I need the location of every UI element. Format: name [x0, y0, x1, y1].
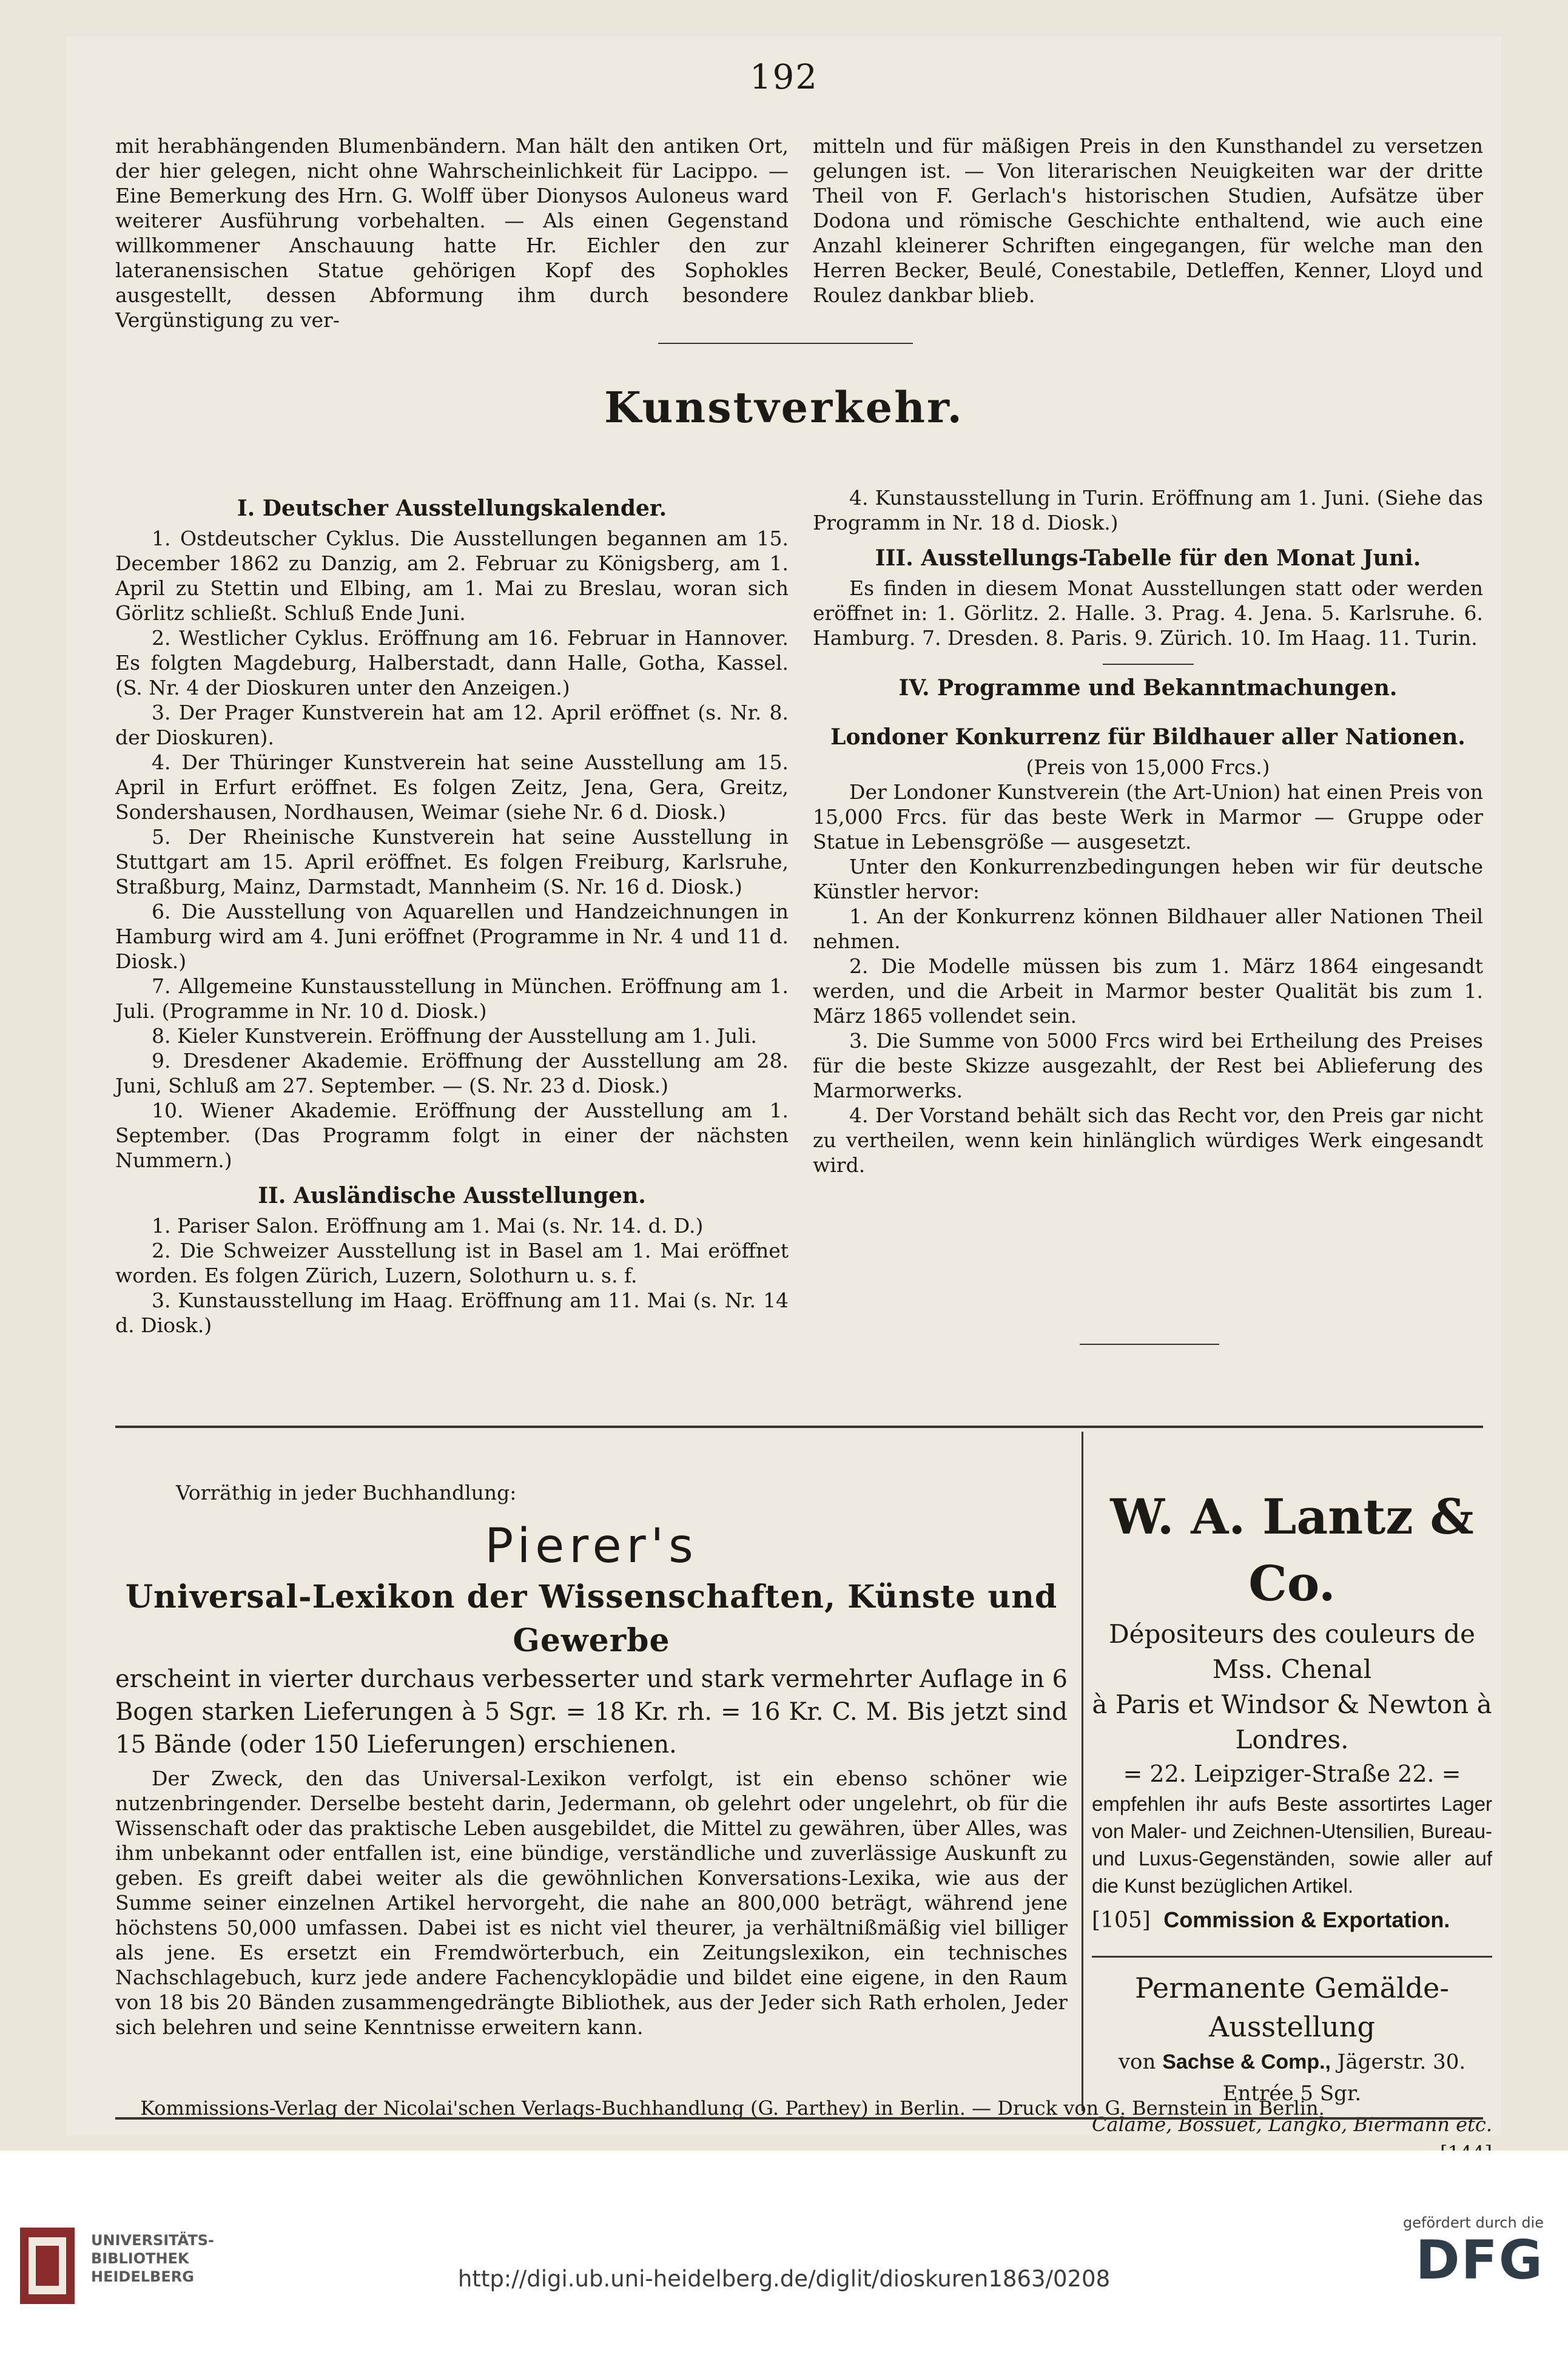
list-item: 3. Der Prager Kunstverein hat am 12. April eröffnet (s. Nr. 8. der Dioskuren). [115, 701, 789, 749]
ad-permanent-exhibition: Permanente Gemälde-Ausstellung [1135, 1972, 1449, 2043]
library-name-line: HEIDELBERG [91, 2268, 194, 2285]
continued-text-left: mit herabhängenden Blumenbändern. Man hält den antiken Ort, der hier gelegen, nicht ohne Wahrscheinlichkeit für Lacippo. — Eine Bemerkung des Hrn. G. Wolff über Dionysos Auloneus ward weiterer Ausführung vorbehalten. — Als einen Gegenstand willkommener Anschauung hatte Hr. Eichler den zur lateranensischen Statue gehörigen Kopf des Sophokles ausgestellt, dessen Abformung ihm durch besondere Vergünstigung zu ver- [115, 134, 789, 332]
heading-auslaendische: II. Ausländische Ausstellungen. [258, 1183, 646, 1208]
source-url-link[interactable]: http://digi.ub.uni-heidelberg.de/diglit/dioskuren1863/0208 [457, 2266, 1111, 2292]
section-title: Kunstverkehr. [604, 382, 964, 433]
ad-separator-rule [115, 1426, 1483, 1428]
paragraph: 2. Die Modelle müssen bis zum 1. März 1864 eingesandt werden, und die Arbeit in Marmor bester Qualität bis zum 1. März 1865 vollendet sein. [813, 954, 1483, 1028]
separator-rule [658, 343, 913, 344]
right-column [813, 485, 1483, 1177]
heading-ausstellungs-tabelle: III. Ausstellungs-Tabelle für den Monat Juni. [875, 545, 1421, 571]
list-item: 9. Dresdener Akademie. Eröffnung der Ausstellung am 28. Juni, Schluß am 27. September. — (S. Nr. 23 d. Diosk.) [115, 1049, 789, 1097]
short-rule [1080, 1344, 1219, 1345]
pierers-advertisement [115, 1480, 1068, 2040]
list-item: 2. Die Schweizer Ausstellung ist in Basel am 1. Mai eröffnet worden. Es folgen Zürich, Luzern, Solothurn u. s. f. [115, 1239, 789, 1287]
ad-commission-line [1092, 1904, 1492, 1936]
paragraph: 4. Der Vorstand behält sich das Recht vor, den Preis gar nicht zu vertheilen, wenn kein hinlänglich würdiges Werk eingesandt wird. [813, 1103, 1483, 1177]
list-item: 1. Ostdeutscher Cyklus. Die Ausstellungen begannen am 15. December 1862 zu Danzig, am 2. Februar zu Königsberg, am 1. April zu Stettin und Elbing, am 1. Mai zu Breslau, woran sich Görlitz schließt. Schluß Ende Juni. [115, 527, 789, 625]
list-item: 4. Kunstausstellung in Turin. Eröffnung am 1. Juni. (Siehe das Programm in Nr. 18 d. Diosk.) [813, 486, 1483, 534]
ad-preface: Vorräthig in jeder Buchhandlung: [176, 1481, 517, 1504]
list-item: 4. Der Thüringer Kunstverein hat seine Ausstellung am 15. April in Erfurt eröffnet. Es folgen Zeitz, Jena, Gera, Greitz, Sondershausen, Nordhausen, Weimar (siehe Nr. 6 d. Diosk.) [115, 750, 789, 824]
ad-title: Universal-Lexikon der Wissenschaften, Künste und Gewerbe [125, 1578, 1058, 1659]
list-item: 8. Kieler Kunstverein. Eröffnung der Ausstellung am 1. Juli. [152, 1024, 757, 1048]
top-right-column [813, 133, 1483, 308]
lantz-advertisement [1092, 1483, 1492, 2166]
short-rule [1103, 664, 1194, 665]
list-item: 7. Allgemeine Kunstausstellung in München. Eröffnung am 1. Juli. (Programme in Nr. 10 d. Diosk.) [115, 974, 789, 1023]
ad-artists: Calame, Bossuet, Langko, Biermann etc. [1092, 2113, 1492, 2136]
list-item: 6. Die Ausstellung von Aquarellen und Handzeichnungen in Hamburg wird am 4. Juni eröffnet (Programme in Nr. 4 und 11 d. Diosk.) [115, 900, 789, 973]
list-item: 10. Wiener Akademie. Eröffnung der Ausstellung am 1. September. (Das Programm folgt in einer der nächsten Nummern.) [115, 1099, 789, 1172]
ad-sachse-line [1092, 2046, 1492, 2078]
list-item: 1. Pariser Salon. Eröffnung am 1. Mai (s. Nr. 14. d. D.) [152, 1214, 704, 1238]
ad-brand: Pierer's [485, 1519, 698, 1574]
table-text: Es finden in diesem Monat Ausstellungen statt oder werden eröffnet in: 1. Görlitz. 2. Halle. 3. Prag. 4. Jena. 5. Karlsruhe. 6. Hamburg. 7. Dresden. 8. Paris. 9. Zürich. 10. Im Haag. 11. Turin. [813, 576, 1483, 650]
left-column [115, 485, 789, 1338]
london-competition-title: Londoner Konkurrenz für Bildhauer aller Nationen. [830, 724, 1465, 750]
library-name-line: BIBLIOTHEK [91, 2250, 189, 2267]
paragraph: 3. Die Summe von 5000 Frcs wird bei Ertheilung des Preises für die beste Skizze ausgezahlt, der Rest bei Ablieferung des Marmorwerks. [813, 1029, 1483, 1102]
dfg-mark: DFG [1415, 2229, 1544, 2291]
continued-text-right: mitteln und für mäßigen Preis in den Kunsthandel zu versetzen gelungen ist. — Von literarischen Neuigkeiten war der dritte Theil von F. Gerlach's historischen Studien, Aufsätze über Dodona und römische Geschichte enthaltend, wie auch eine Anzahl kleinerer Schriften eingegangen, für welche man den Herren Becker, Beulé, Conestabile, Detleffen, Kenner, Lloyd und Roulez dankbar blieb. [813, 134, 1483, 307]
publisher-footer: Kommissions-Verlag der Nicolai'schen Verlags-Buchhandlung (G. Parthey) in Berlin. — Druck von G. Bernstein in Berlin. [140, 2097, 1325, 2120]
ad-paragraph: Der Zweck, den das Universal-Lexikon verfolgt, ist ein ebenso schöner wie nutzenbringender. Derselbe besteht darin, Jedermann, ob gelehrt oder ungelehrt, ob für die Wissenschaft oder das praktische Leben ausgebildet, die Mittel zu gewähren, über Alles, was ihm unbekannt oder entfallen ist, eine bündige, verständliche und zuverlässige Auskunft zu geben. Es greift dabei weiter als die gewöhnlichen Konversations-Lexika, wie aus der Summe seiner einzelnen Artikel hervorgeht, die nahe an 800,000 beträgt, während jene höchstens 50,000 umfassen. Dabei ist es nicht viel theurer, ja verhältnißmäßig viel billiger als jene. Es ersetzt ein Fremdwörterbuch, ein Zeitungslexikon, ein technisches Nachschlagebuch, kurz jede andere Fachencyklopädie und bildet eine eigene, in den Raum von 18 bis 20 Bänden zusammengedrängte Bibliothek, aus der Jeder sich Rath erholen, Jeder sich belehren und seine Kenntnisse erweitern kann. [115, 1767, 1068, 2039]
paragraph: Unter den Konkurrenzbedingungen heben wir für deutsche Künstler hervor: [813, 855, 1483, 903]
ad-jaeger: Jägerstr. 30. [1337, 2050, 1466, 2074]
funded-by-label: gefördert durch die [1403, 2214, 1544, 2231]
top-left-column [115, 133, 789, 332]
ad-line: à Paris et Windsor & Newton à Londres. [1092, 1689, 1492, 1754]
paragraph: 1. An der Konkurrenz können Bildhauer aller Nationen Theil nehmen. [813, 904, 1483, 953]
ad-firm: W. A. Lantz & Co. [1110, 1488, 1474, 1612]
ad-commission: Commission & Exportation. [1163, 1907, 1450, 1932]
paragraph: Der Londoner Kunstverein (the Art-Union) hat einen Preis von 15,000 Frcs. für das beste Werk in Marmor — Gruppe oder Statue in Lebensgröße — ausgesetzt. [813, 780, 1483, 854]
dfg-logo[interactable] [1403, 2214, 1544, 2289]
library-name-line: UNIVERSITÄTS- [91, 2232, 215, 2249]
ad-rule [1092, 1956, 1492, 1958]
ad-address: = 22. Leipziger-Straße 22. = [1123, 1760, 1461, 1787]
list-item: 3. Kunstausstellung im Haag. Eröffnung am 11. Mai (s. Nr. 14 d. Diosk.) [115, 1288, 789, 1337]
newspaper-page [67, 36, 1501, 2135]
ad-entree: Entrée 5 Sgr. [1222, 2081, 1362, 2106]
ad-line: Dépositeurs des couleurs de Mss. Chenal [1108, 1619, 1476, 1684]
heading-deutscher-kalender: I. Deutscher Ausstellungskalender. [237, 496, 667, 521]
ad-body: empfehlen ihr aufs Beste assortirtes Lager von Maler- und Zeichnen-Utensilien, Bureau- und Luxus-Gegenständen, sowie aller auf die Kunst bezüglichen Artikel. [1092, 1793, 1492, 1897]
page-number: 192 [750, 58, 818, 97]
ad-von: von [1118, 2050, 1156, 2074]
heading-programme: IV. Programme und Bekanntmachungen. [898, 675, 1398, 701]
ad-reference: [105] [1092, 1908, 1151, 1933]
ad-divider [1082, 1432, 1083, 2111]
ad-paragraph: erscheint in vierter durchaus verbesserter und stark vermehrter Auflage in 6 Bogen starken Lieferungen à 5 Sgr. = 18 Kr. rh. = 16 Kr. C. M. Bis jetzt sind 15 Bände (oder 150 Lieferungen) erschienen. [115, 1665, 1068, 1759]
london-competition-subtitle: (Preis von 15,000 Frcs.) [1026, 755, 1270, 779]
ad-sachse: Sachse & Comp., [1162, 2050, 1331, 2073]
list-item: 5. Der Rheinische Kunstverein hat seine Ausstellung in Stuttgart am 15. April eröffnet. Es folgen Freiburg, Karlsruhe, Straßburg, Mainz, Darmstadt, Mannheim (S. Nr. 16 d. Diosk.) [115, 825, 789, 898]
list-item: 2. Westlicher Cyklus. Eröffnung am 16. Februar in Hannover. Es folgten Magdeburg, Halberstadt, dann Halle, Gotha, Kassel. (S. Nr. 4 der Dioskuren unter den Anzeigen.) [115, 626, 789, 699]
